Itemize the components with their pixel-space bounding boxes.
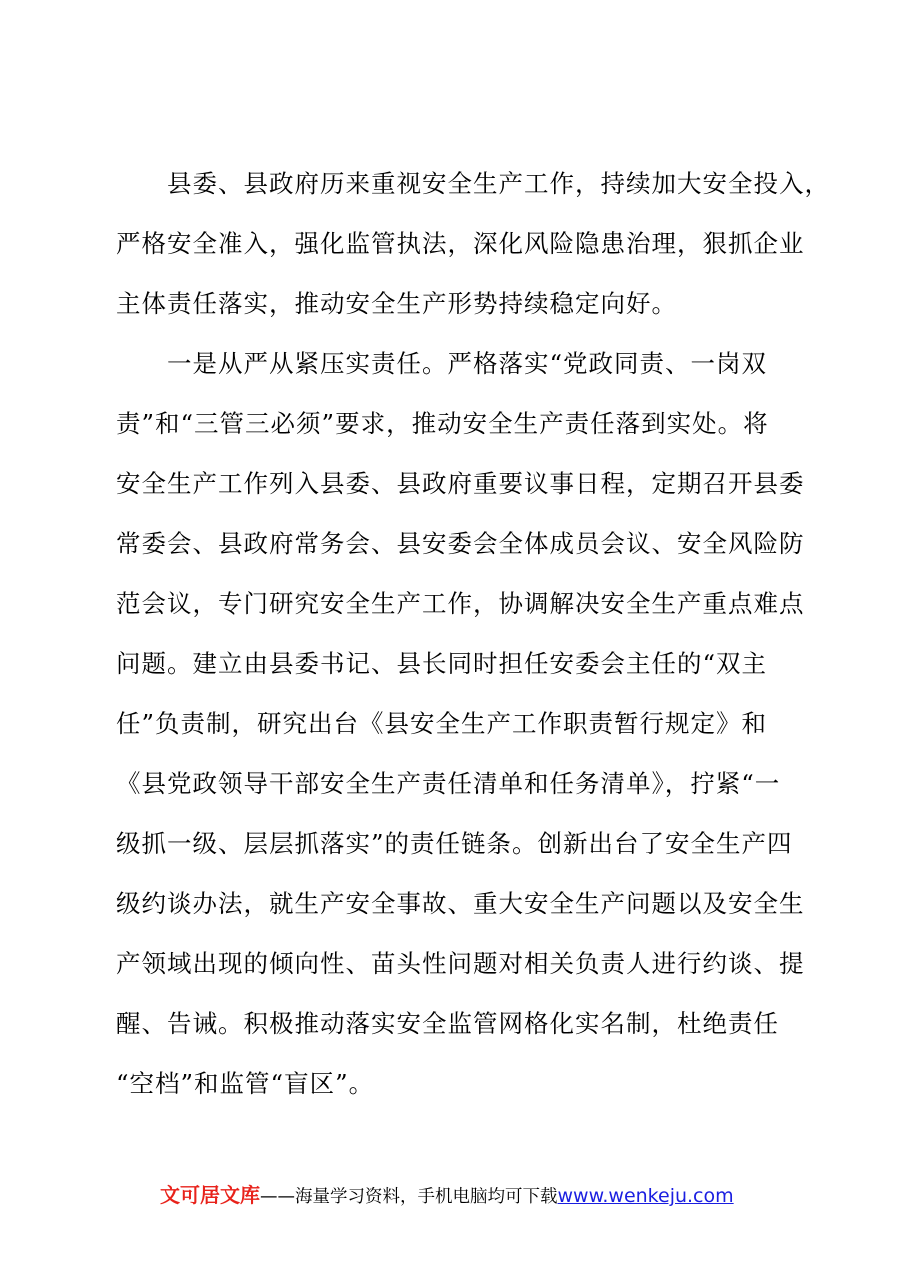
footer-brand: 文可居文库	[160, 1183, 260, 1207]
body-line-3: 主体责任落实，推动安全生产形势持续稳定向好。	[116, 289, 677, 318]
body-line-15: 醒、告诫。积极推动落实安全监管网格化实名制，杜绝责任	[116, 1009, 779, 1038]
footer-url-link[interactable]: www.wenkeju.com	[557, 1185, 734, 1207]
body-line-5: 责”和“三管三必须”要求，推动安全生产责任落到实处。将	[116, 409, 769, 438]
footer-slogan: ——海量学习资料，手机电脑均可下载	[260, 1187, 558, 1207]
body-line-11: 《县党政领导干部安全生产责任清单和任务清单》，拧紧“一	[116, 769, 781, 798]
body-line-10: 任”负责制，研究出台《县安全生产工作职责暂行规定》和	[116, 709, 768, 738]
body-line-13: 级约谈办法，就生产安全事故、重大安全生产问题以及安全生	[116, 889, 805, 918]
body-line-8: 范会议，专门研究安全生产工作，协调解决安全生产重点难点	[116, 589, 805, 618]
body-line-4: 一是从严从紧压实责任。严格落实“党政同责、一岗双	[116, 349, 768, 378]
body-line-7: 常委会、县政府常务会、县安委会全体成员会议、安全风险防	[116, 529, 805, 558]
footer-banner	[160, 1178, 734, 1212]
body-line-16: “空档”和监管“盲区”。	[116, 1069, 375, 1098]
body-line-2: 严格安全准入，强化监管执法，深化风险隐患治理，狠抓企业	[116, 229, 805, 258]
body-line-1: 县委、县政府历来重视安全生产工作，持续加大安全投入，	[116, 169, 830, 198]
body-line-9: 问题。建立由县委书记、县长同时担任安委会主任的“双主	[116, 649, 768, 678]
body-line-12: 级抓一级、层层抓落实”的责任链条。创新出台了安全生产四	[116, 829, 793, 858]
body-line-14: 产领域出现的倾向性、苗头性问题对相关负责人进行约谈、提	[116, 949, 805, 978]
body-line-6: 安全生产工作列入县委、县政府重要议事日程，定期召开县委	[116, 469, 805, 498]
